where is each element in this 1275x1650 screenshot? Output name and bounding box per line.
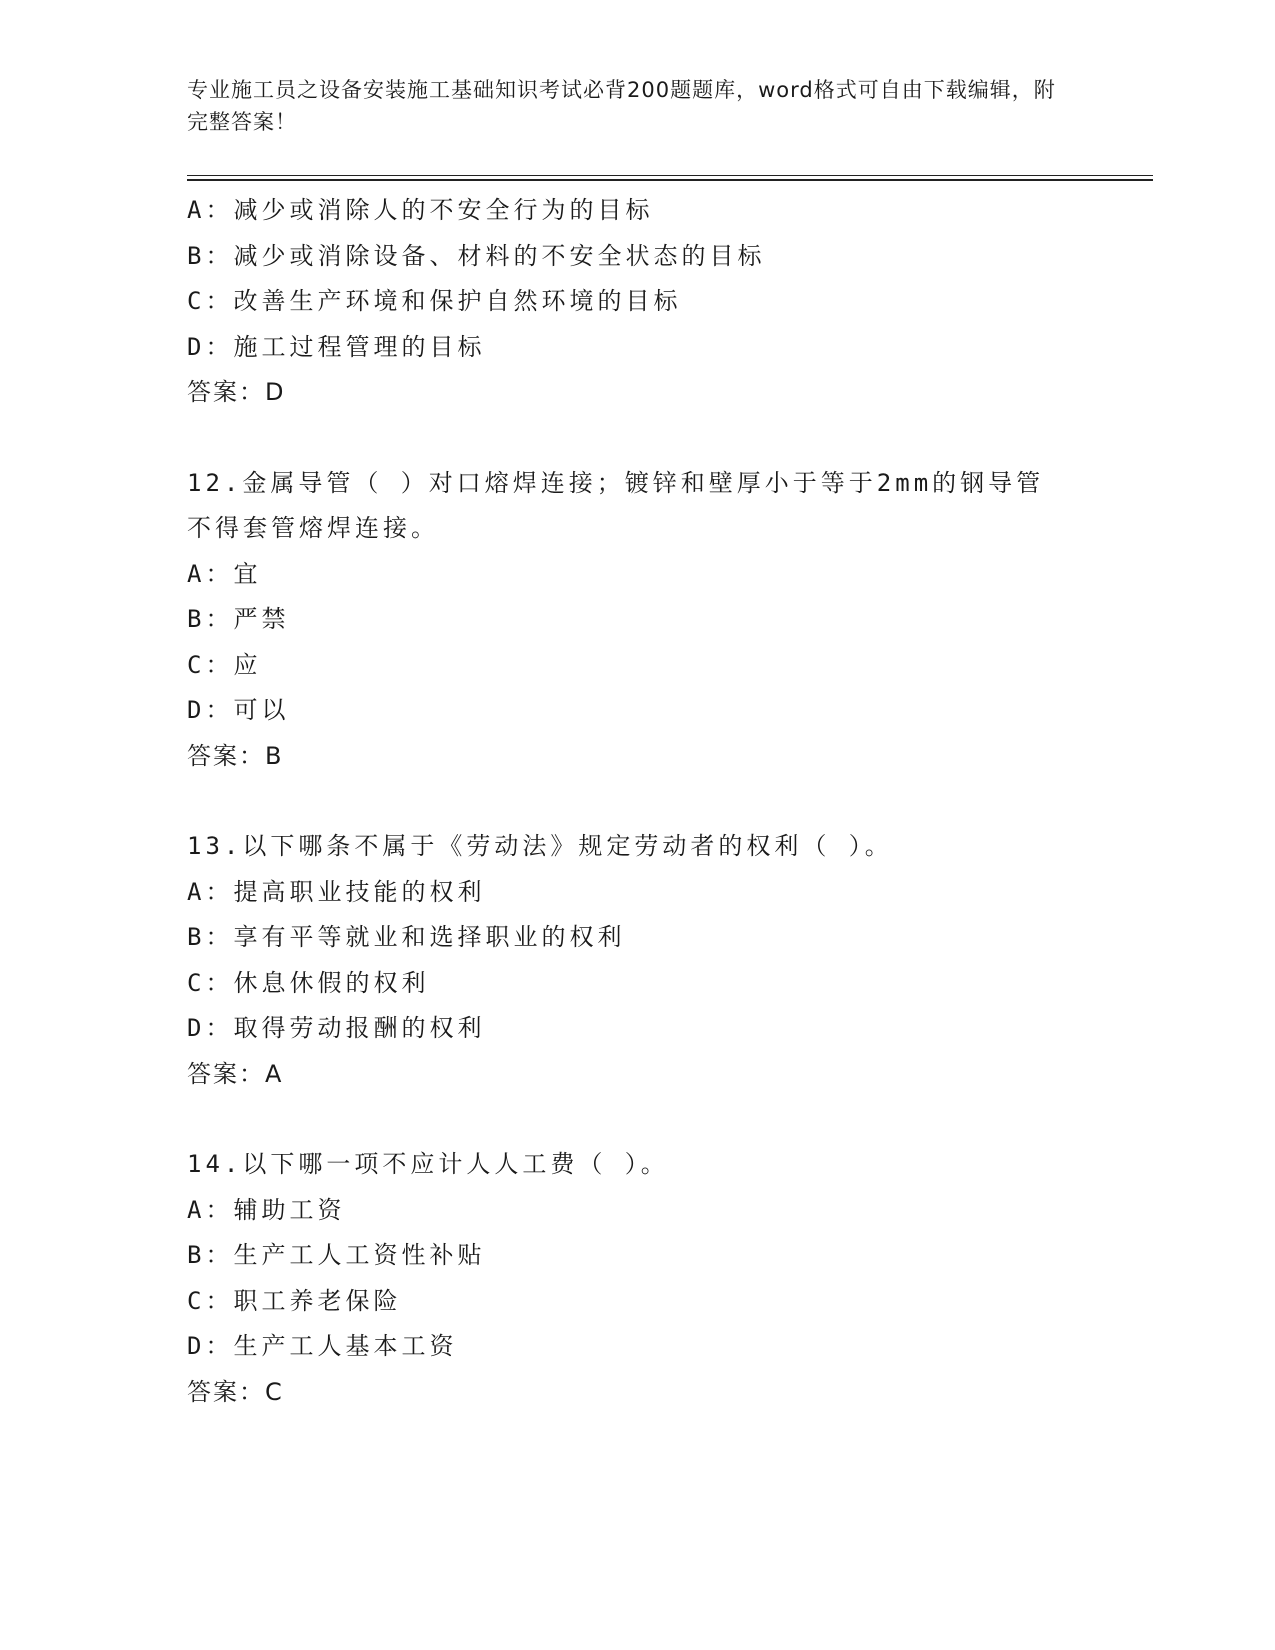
option-b: B：生产工人工资性补贴 xyxy=(187,1241,486,1269)
question-text: 13.以下哪条不属于《劳动法》规定劳动者的权利（ ）。 xyxy=(187,832,893,860)
option-c: C：改善生产环境和保护自然环境的目标 xyxy=(187,287,682,315)
document-header: 专业施工员之设备安装施工基础知识考试必背200题题库，word格式可自由下载编辑，附完整答案！ xyxy=(187,78,1056,134)
option-a: A：宜 xyxy=(187,559,262,588)
option-b: B：享有平等就业和选择职业的权利 xyxy=(187,923,626,951)
option-b: B：减少或消除设备、材料的不安全状态的目标 xyxy=(187,241,766,270)
answer: 答案：B xyxy=(187,741,284,770)
option-c: C：应 xyxy=(187,650,262,679)
question-12 xyxy=(187,461,1153,780)
header-divider-thin xyxy=(187,175,1153,176)
option-a: A：辅助工资 xyxy=(187,1195,346,1224)
option-d: D：施工过程管理的目标 xyxy=(187,332,486,361)
question-13 xyxy=(187,824,1153,1097)
question-11-continued xyxy=(187,188,1153,416)
option-c: C：职工养老保险 xyxy=(187,1286,402,1315)
option-d: D：可以 xyxy=(187,696,290,724)
option-a: A：减少或消除人的不安全行为的目标 xyxy=(187,196,654,224)
option-a: A：提高职业技能的权利 xyxy=(187,877,486,906)
header-divider-thick xyxy=(187,179,1153,181)
option-d: D：取得劳动报酬的权利 xyxy=(187,1014,486,1042)
question-list xyxy=(187,188,1153,1415)
answer: 答案：D xyxy=(187,378,286,406)
question-text: 12.金属导管（ ）对口熔焊连接；镀锌和壁厚小于等于2mm的钢导管不得套管熔焊连接。 xyxy=(187,468,1045,542)
answer: 答案：C xyxy=(187,1377,284,1406)
option-c: C：休息休假的权利 xyxy=(187,968,430,997)
option-d: D：生产工人基本工资 xyxy=(187,1332,458,1360)
question-text: 14.以下哪一项不应计人人工费（ ）。 xyxy=(187,1150,669,1178)
answer: 答案：A xyxy=(187,1059,284,1088)
option-b: B：严禁 xyxy=(187,605,290,633)
question-14 xyxy=(187,1142,1153,1415)
